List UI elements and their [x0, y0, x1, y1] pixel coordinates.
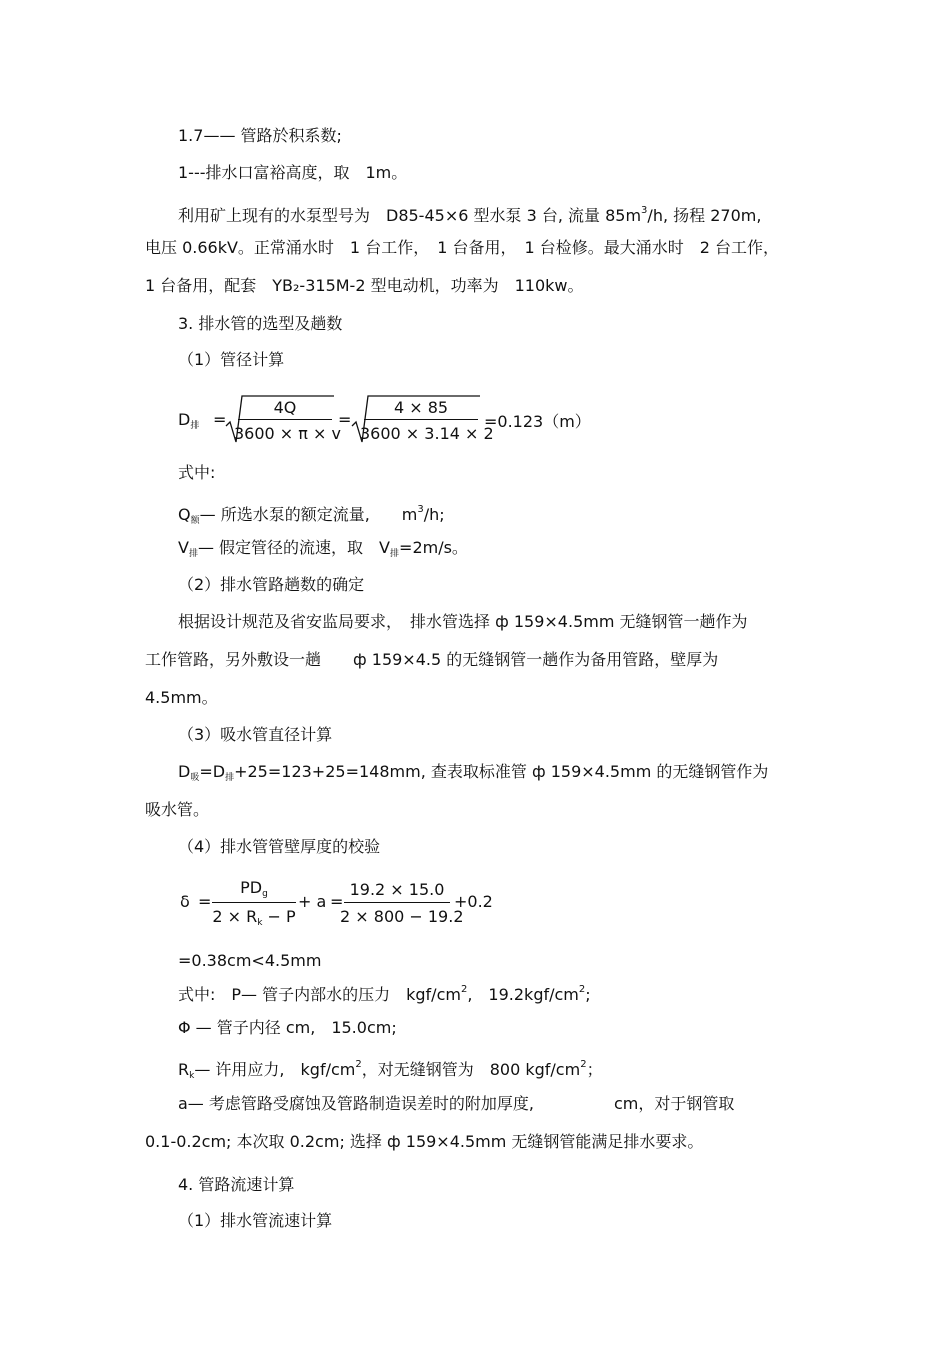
formula1-lhs: $D_排$ [178, 410, 200, 431]
line-where: 式中: [178, 463, 216, 482]
line-q-def: $Q_额—$ 所选水泵的额定流量, $m^3/h$; [178, 504, 445, 526]
subheading-velocity-calc: （1）排水管流速计算 [178, 1211, 333, 1230]
fraction-bar-4 [344, 902, 450, 903]
formula2-den1: $2 \times R_k - P$ [212, 907, 296, 928]
formula2-eq1: = [198, 892, 212, 911]
section-heading-4: 4. 管路流速计算 [178, 1175, 295, 1194]
line-v-def: $V_排—$ 假定管径的流速，取 $V_排=2m/s$。 [178, 538, 468, 559]
line-p-def: 式中: P— 管子内部水的压力 kgf/$cm^2$, $19.2kgf/cm^2$; [178, 984, 591, 1004]
formula1-result: =0.123（m） [484, 412, 591, 431]
line-thickness-result: =0.38cm<4.5mm [178, 951, 322, 970]
line-voltage: 电压 0.66kV。正常涌水时 1 台工作， 1 台备用， 1 台检修。最大涌水时 2 台工作， [145, 238, 779, 257]
fraction-bar-2 [364, 419, 478, 420]
formula2-plus: +0.2 [454, 892, 493, 911]
subheading-wall-check: （4）排水管管壁厚度的校验 [178, 837, 381, 856]
formula1-num2: 4 × 85 [393, 398, 449, 417]
line-suction-calc: $D_吸=D_排+25=123+25=148mm$, 查表取标准管 ф 159×4.5mm 的无缝钢管作为 [178, 762, 769, 783]
fraction-bar-1 [238, 419, 332, 420]
line-backup-pipe: 工作管路，另外敷设一趟 ф 159×4.5 的无缝钢管一趟作为备用管路，壁厚为 [145, 650, 719, 669]
formula2-num1: $PD_g$ [240, 878, 268, 899]
fraction-bar-3 [212, 902, 296, 903]
formula2-num2: 19.2 × 15.0 [349, 880, 445, 899]
subheading-diameter-calc: （1）管径计算 [178, 350, 285, 369]
line-wall-thickness: 4.5mm。 [145, 688, 218, 707]
line-suction-pipe: 吸水管。 [145, 800, 210, 819]
line-phi-def: Φ — 管子内径 cm, 15.0cm; [178, 1018, 397, 1037]
line-a-def: a— 考虑管路受腐蚀及管路制造误差时的附加厚度, cm，对于钢管取 [178, 1094, 735, 1113]
section-heading-3: 3. 排水管的选型及趟数 [178, 314, 343, 333]
formula2-lhs: δ [180, 892, 190, 911]
formula1-eq1: = [213, 410, 227, 429]
formula2-plus-a: + a [298, 892, 327, 911]
line-rk-def: $R_k—$ 许用应力, kgf/$cm^2$，对无缝钢管为 800 kgf/$cm^2$； [178, 1059, 603, 1081]
line-pipe-choice: 根据设计规范及省安监局要求， 排水管选择 ф 159×4.5mm 无缝钢管一趟作为 [178, 612, 748, 631]
line-outlet-height: 1---排水口富裕高度，取 1m。 [178, 163, 408, 182]
formula1-num1: 4Q [273, 398, 297, 417]
line-a-value: 0.1-0.2cm; 本次取 0.2cm; 选择 ф 159×4.5mm 无缝钢管能满足排水要求。 [145, 1132, 704, 1151]
subheading-pipe-count: （2）排水管路趟数的确定 [178, 575, 365, 594]
formula1-den1: 3600 × π × v [234, 424, 341, 443]
formula2-eq2: = [330, 892, 344, 911]
formula1-eq2: = [338, 410, 352, 429]
line-coefficient: 1.7—— 管路於积系数; [178, 126, 342, 145]
subheading-suction-pipe: （3）吸水管直径计算 [178, 725, 333, 744]
line-motor: 1 台备用，配套 YB₂-315M-2 型电动机，功率为 110kw。 [145, 276, 584, 295]
formula1-den2: 3600 × 3.14 × 2 [360, 424, 494, 443]
line-pump-model: 利用矿上现有的水泵型号为 D85-45×6 型水泵 3 台, 流量 $85m^3/h$, 扬程 270m, [178, 205, 762, 225]
formula2-den2: 2 × 800 − 19.2 [340, 907, 464, 926]
